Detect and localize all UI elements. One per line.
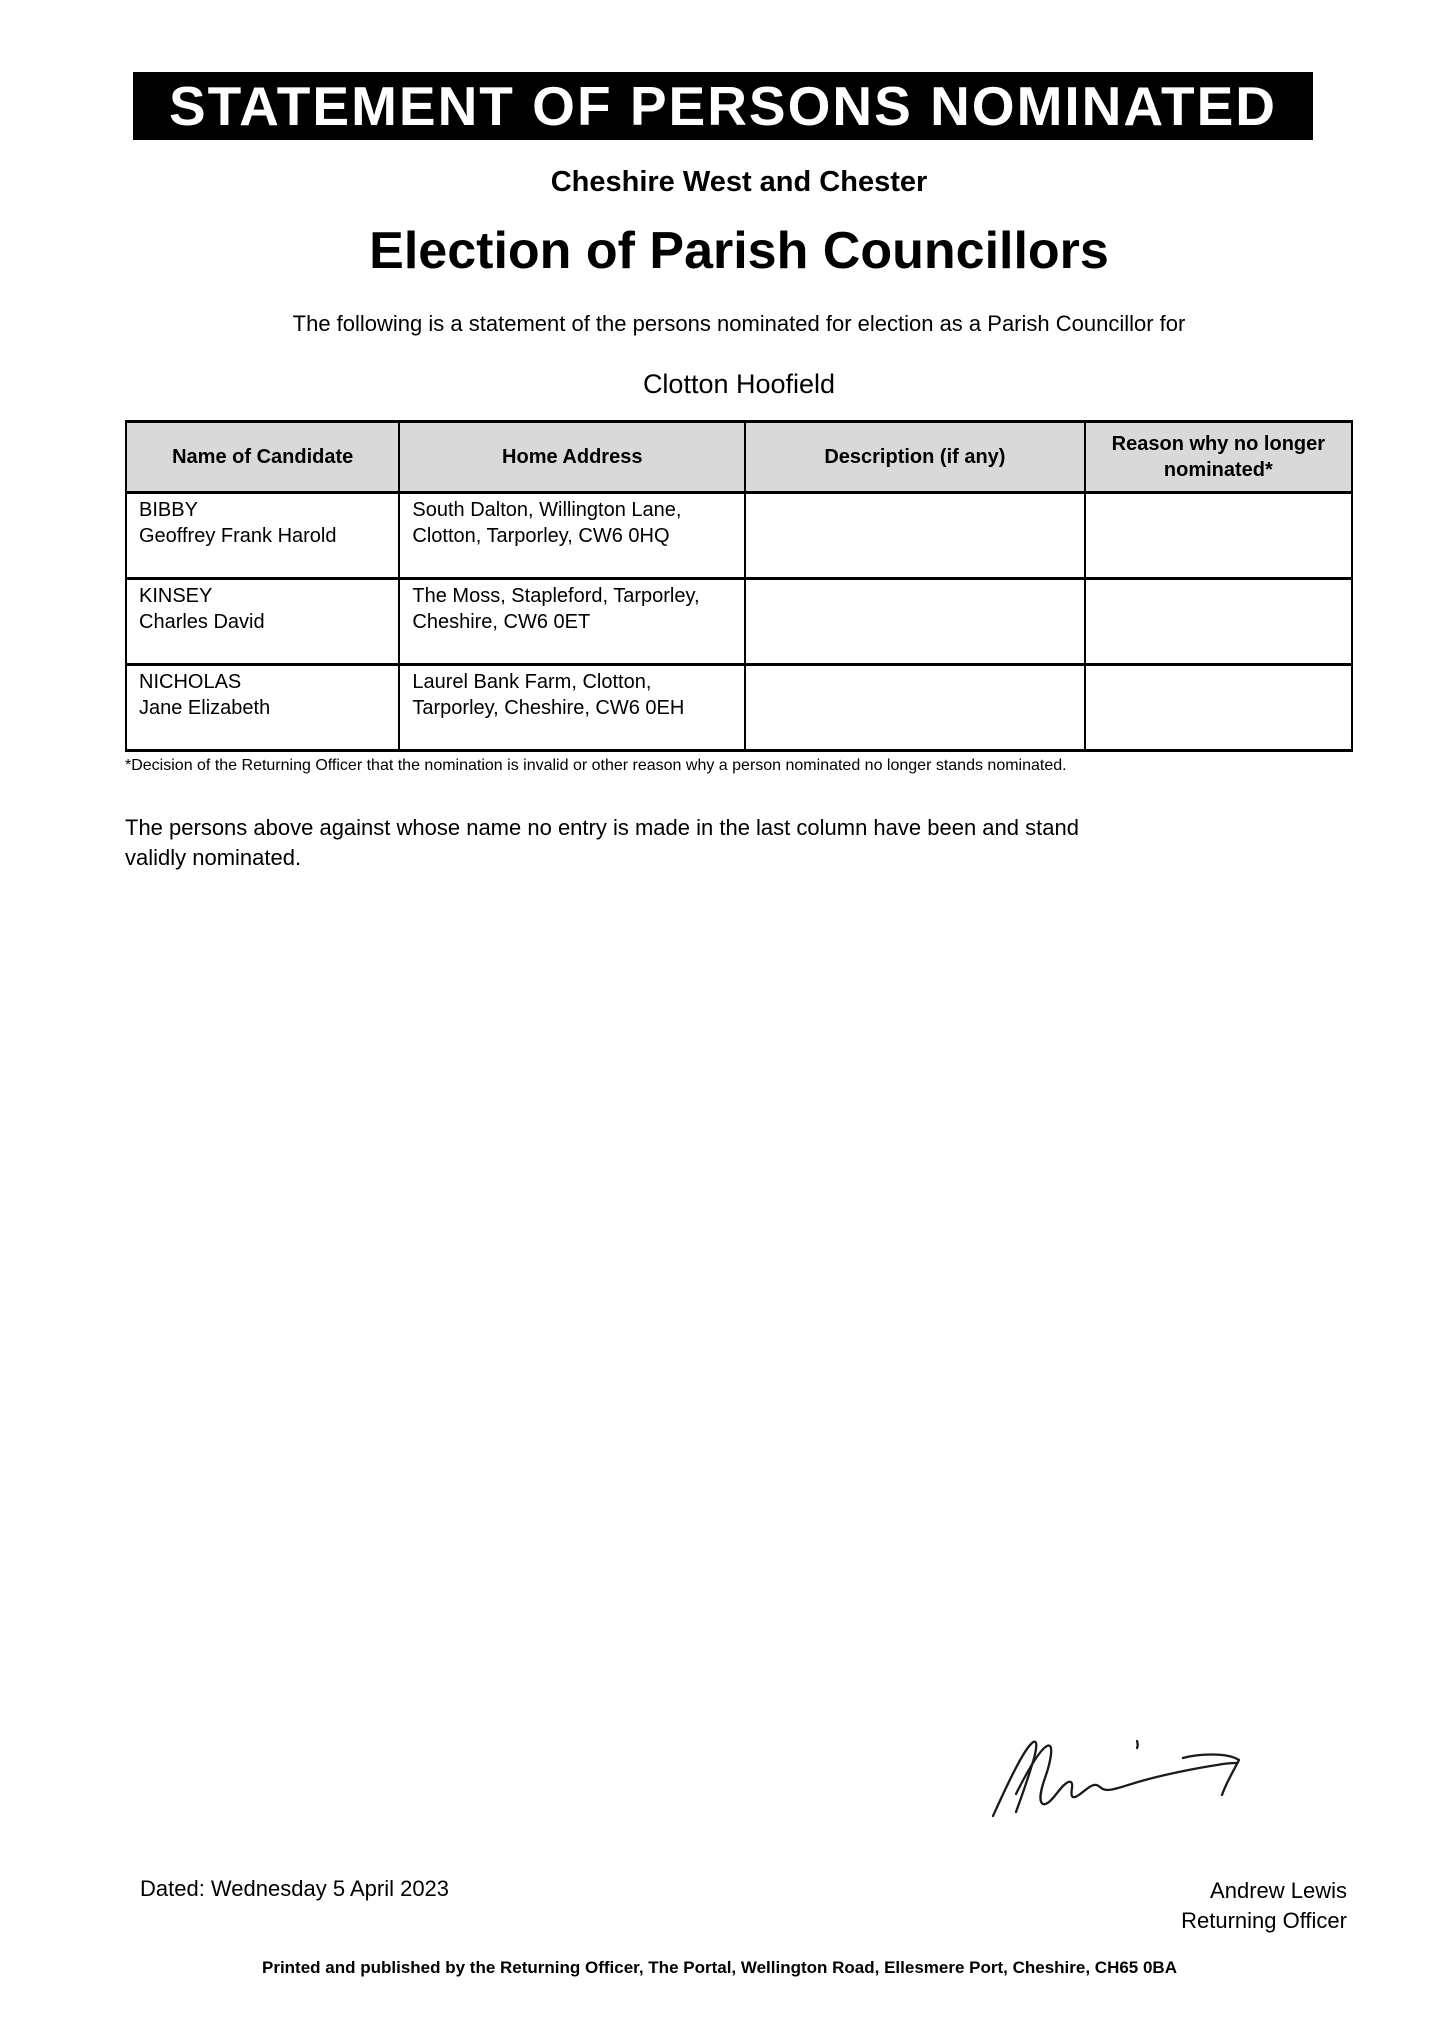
officer-name: Andrew Lewis: [1210, 1878, 1347, 1903]
candidate-forenames: Jane Elizabeth: [139, 697, 271, 719]
officer-title: Returning Officer: [1181, 1908, 1347, 1933]
column-header-description: Description (if any): [745, 422, 1085, 493]
reason-cell: [1085, 665, 1352, 751]
nominations-table: [125, 420, 1353, 752]
table-row: [126, 579, 1352, 665]
dated-line: Dated: Wednesday 5 April 2023: [140, 1876, 450, 1901]
candidate-name-cell: [126, 665, 399, 751]
column-header-address: Home Address: [399, 422, 745, 493]
election-title: Election of Parish Councillors: [369, 222, 1109, 280]
candidate-forenames: Charles David: [139, 611, 265, 633]
candidate-name-cell: [126, 493, 399, 579]
table-row: [126, 665, 1352, 751]
candidate-surname: NICHOLAS: [139, 671, 242, 693]
candidate-forenames: Geoffrey Frank Harold: [139, 525, 337, 547]
signature-icon: [985, 1732, 1285, 1832]
authority-name: Cheshire West and Chester: [550, 166, 928, 198]
validity-statement: The persons above against whose name no entry is made in the last column have been and stand validly nominated.: [125, 815, 1079, 870]
home-address-cell: South Dalton, Willington Lane, Clotton, Tarporley, CW6 0HQ: [399, 493, 745, 579]
printed-published-line: Printed and published by the Returning Officer, The Portal, Wellington Road, Ellesmere Port, Cheshire, CH65 0BA: [261, 1958, 1177, 1977]
table-header-row: [126, 422, 1352, 493]
description-cell: [745, 493, 1085, 579]
intro-text: The following is a statement of the persons nominated for election as a Parish Councillor for: [292, 311, 1186, 336]
description-cell: [745, 579, 1085, 665]
officer-block: [1181, 1876, 1347, 1936]
returning-officer-signature: [985, 1732, 1285, 1832]
column-header-name: Name of Candidate: [126, 422, 399, 493]
ward-name: Clotton Hoofield: [642, 369, 836, 399]
table-row: [126, 493, 1352, 579]
description-cell: [745, 665, 1085, 751]
candidate-surname: KINSEY: [139, 585, 213, 607]
candidate-surname: BIBBY: [139, 499, 198, 521]
candidate-name-cell: [126, 579, 399, 665]
statement-banner: [133, 72, 1313, 140]
banner-title: STATEMENT OF PERSONS NOMINATED: [168, 75, 1278, 137]
reason-cell: [1085, 493, 1352, 579]
table-footnote: *Decision of the Returning Officer that the nomination is invalid or other reason why a person nominated no longer stands nominated.: [125, 757, 1067, 774]
home-address-cell: The Moss, Stapleford, Tarporley, Cheshire, CW6 0ET: [399, 579, 745, 665]
reason-cell: [1085, 579, 1352, 665]
home-address-cell: Laurel Bank Farm, Clotton, Tarporley, Cheshire, CW6 0EH: [399, 665, 745, 751]
column-header-reason: Reason why no longer nominated*: [1085, 422, 1352, 493]
